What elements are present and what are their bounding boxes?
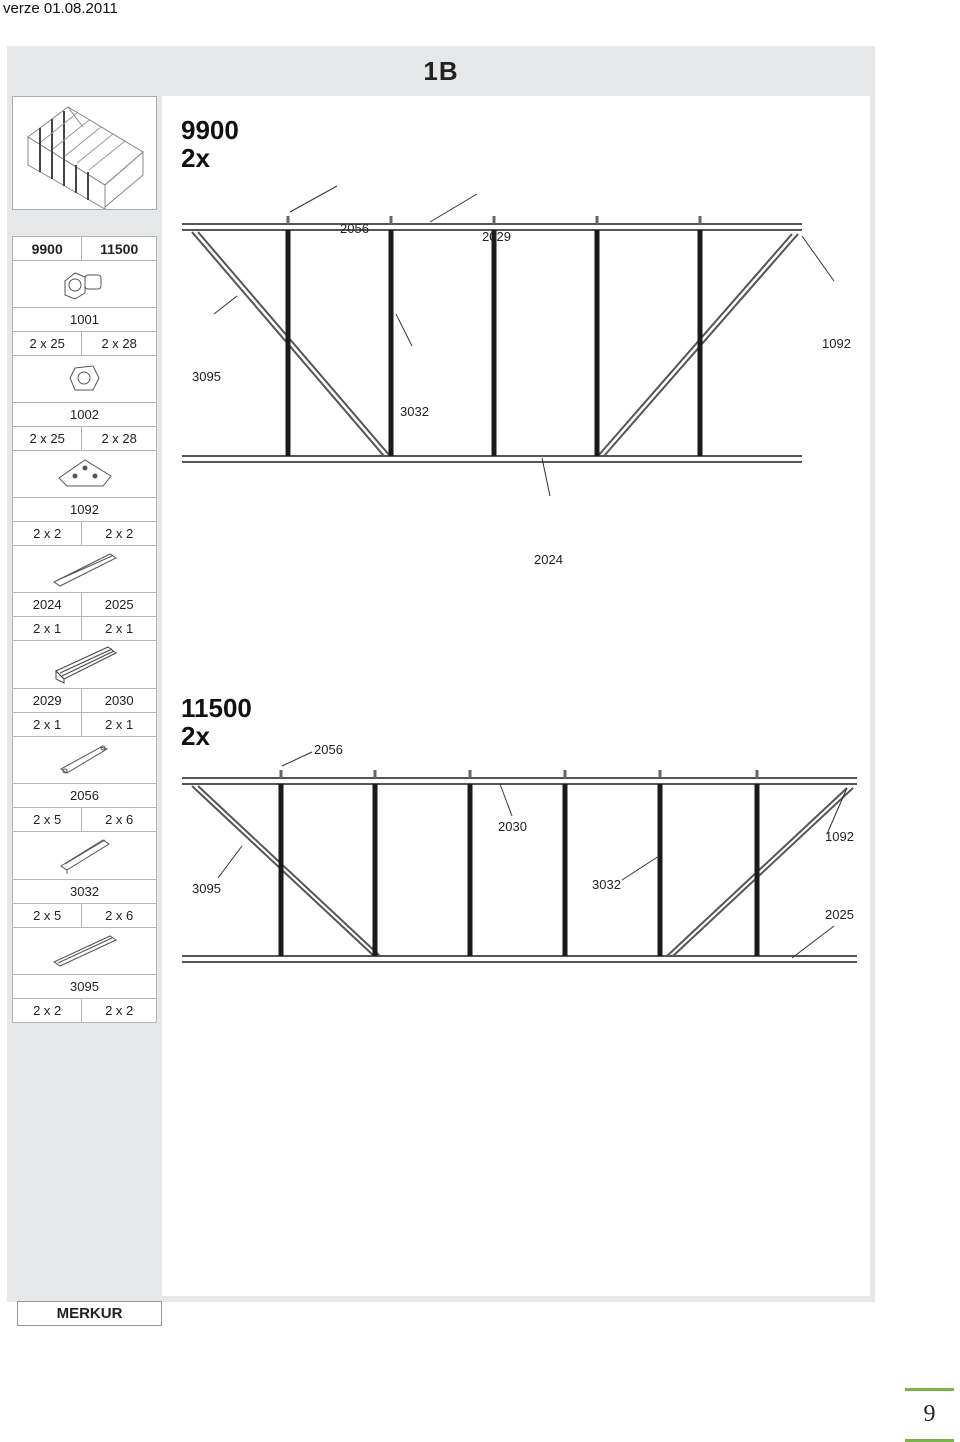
- part-qty: 2 x 5: [13, 808, 82, 832]
- callout-label: 2056: [340, 221, 369, 236]
- callout-label: 3095: [192, 881, 221, 896]
- glazing-bar-icon: [55, 832, 115, 876]
- part-id-1092: 1092: [13, 498, 157, 522]
- part-image-3095: [13, 928, 157, 975]
- part-image-2029-2030: [13, 641, 157, 689]
- model-number: 9900: [181, 115, 239, 145]
- part-qty: 2 x 2: [13, 999, 82, 1023]
- model-number: 11500: [181, 693, 252, 723]
- ridge-profile-icon: [50, 641, 120, 685]
- part-id-2029: 2029: [13, 689, 82, 713]
- instruction-frame: [7, 46, 875, 1322]
- parts-table: [12, 236, 157, 1023]
- model-count: 2x: [181, 143, 210, 173]
- part-image-1001: [13, 261, 157, 308]
- part-qty: 2 x 1: [82, 713, 157, 737]
- callout-label: 3095: [192, 369, 221, 384]
- part-image-2056: [13, 737, 157, 784]
- version-text: verze 01.08.2011: [3, 0, 118, 17]
- sill-profile-icon: [50, 548, 120, 588]
- page-number: 9: [905, 1388, 954, 1442]
- part-id-3095: 3095: [13, 975, 157, 999]
- part-qty: 2 x 1: [13, 617, 82, 641]
- model-header-9900: 9900: [13, 237, 82, 261]
- callout-label: 2030: [498, 819, 527, 834]
- part-id-1001: 1001: [13, 308, 157, 332]
- model-count: 2x: [181, 721, 210, 751]
- assembly-panel: [162, 96, 870, 1296]
- callout-label: 2029: [482, 229, 511, 244]
- part-qty: 2 x 6: [82, 904, 157, 928]
- part-image-3032: [13, 832, 157, 880]
- bolt-icon: [55, 263, 115, 303]
- bar-icon: [55, 739, 115, 779]
- callout-label: 2025: [825, 907, 854, 922]
- part-qty: 2 x 28: [82, 332, 157, 356]
- part-qty: 2 x 2: [13, 522, 82, 546]
- callout-label: 3032: [592, 877, 621, 892]
- corner-plate-icon: [55, 456, 115, 490]
- model-header-11500: 11500: [82, 237, 157, 261]
- part-qty: 2 x 5: [13, 904, 82, 928]
- diagonal-brace-icon: [50, 932, 120, 968]
- part-id-3032: 3032: [13, 880, 157, 904]
- part-image-1092: [13, 451, 157, 498]
- callout-label: 1092: [822, 336, 851, 351]
- part-qty: 2 x 25: [13, 427, 82, 451]
- wall-frame-diagram-11500: [162, 656, 870, 1036]
- callout-label: 2056: [314, 742, 343, 757]
- part-qty: 2 x 2: [82, 999, 157, 1023]
- callout-label: 1092: [825, 829, 854, 844]
- greenhouse-thumbnail: [12, 96, 157, 210]
- wall-frame-diagram-9900: [162, 96, 870, 536]
- part-qty: 2 x 1: [82, 617, 157, 641]
- part-qty: 2 x 25: [13, 332, 82, 356]
- greenhouse-icon: [13, 97, 156, 209]
- part-qty: 2 x 2: [82, 522, 157, 546]
- part-qty: 2 x 28: [82, 427, 157, 451]
- part-id-2024: 2024: [13, 593, 82, 617]
- callout-label: 2024: [534, 552, 563, 567]
- part-id-1002: 1002: [13, 403, 157, 427]
- part-image-2024-2025: [13, 546, 157, 593]
- nut-icon: [65, 360, 105, 396]
- callout-label: 3032: [400, 404, 429, 419]
- part-id-2025: 2025: [82, 593, 157, 617]
- part-id-2030: 2030: [82, 689, 157, 713]
- part-qty: 2 x 1: [13, 713, 82, 737]
- brand-label: MERKUR: [17, 1301, 162, 1326]
- section-title: 1B: [423, 56, 459, 86]
- part-image-1002: [13, 356, 157, 403]
- part-id-2056: 2056: [13, 784, 157, 808]
- part-qty: 2 x 6: [82, 808, 157, 832]
